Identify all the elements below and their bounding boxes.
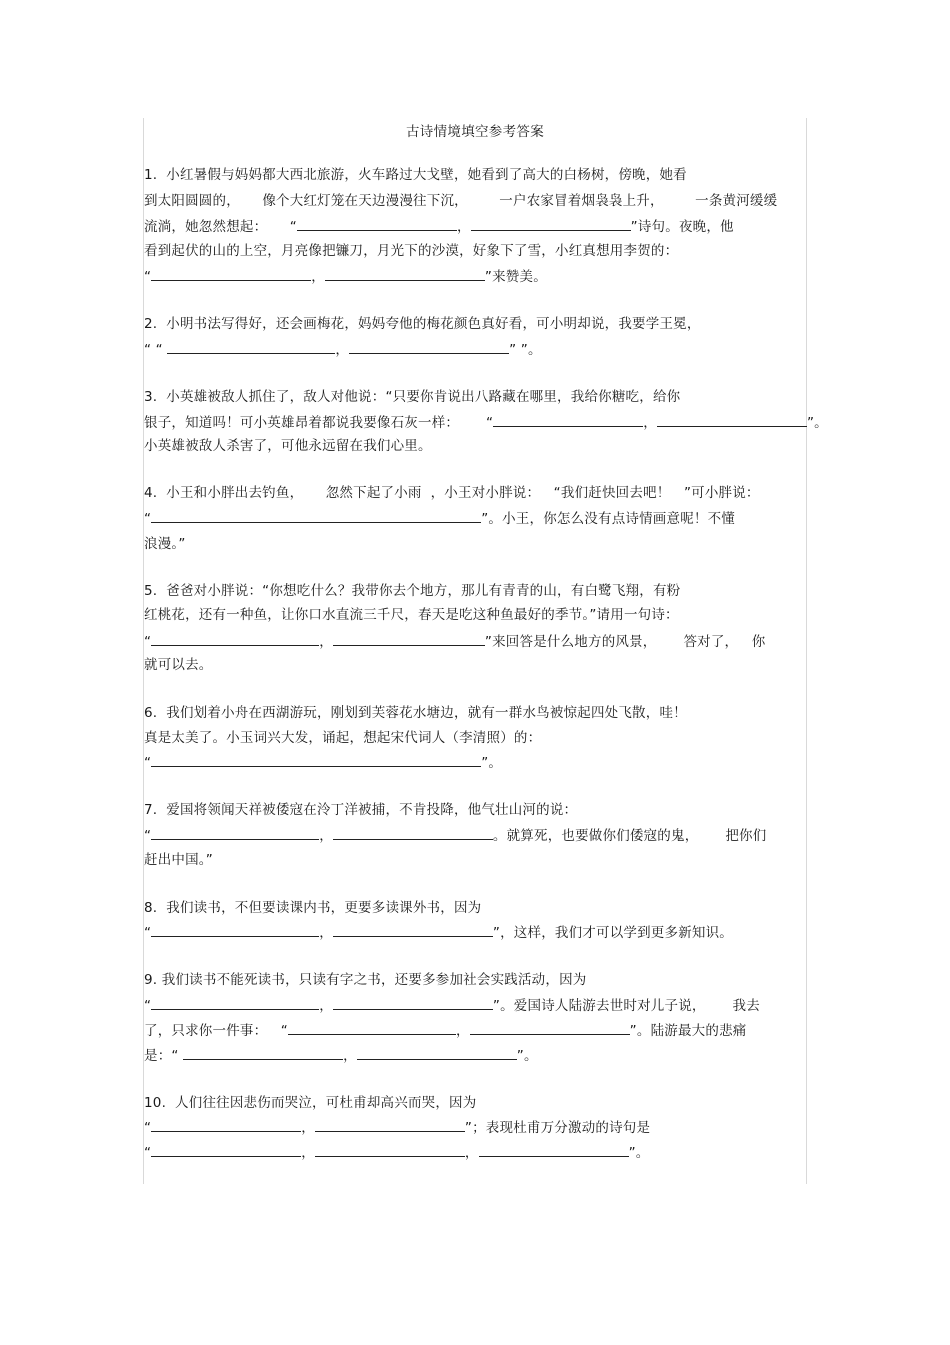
q2-line-1: 2. 小明书法写得好，还会画梅花，妈妈夸他的梅花颜色真好看，可小明却说，我要学王冕， bbox=[144, 316, 701, 332]
q1-line-4: 看到起伏的山的上空，月亮像把镰刀，月光下的沙漠，好象下了雪，小红真想用李贺的： bbox=[144, 243, 679, 259]
answer-blank[interactable] bbox=[333, 826, 493, 840]
q7-line-1: 7. 爱国将领闻天祥被倭寇在泠丁洋被捕，不肯投降，他气壮山河的说： bbox=[144, 802, 578, 818]
answer-blank[interactable] bbox=[315, 1143, 465, 1157]
answer-blank[interactable] bbox=[470, 1021, 630, 1035]
q10-line-1: 10. 人们往往因悲伤而哭泣，可杜甫却高兴而哭，因为 bbox=[144, 1095, 477, 1111]
q1-line-1: 1. 小红暑假与妈妈都大西北旅游，火车路过大戈壁，她看到了高大的白杨树，傍晚，她看 bbox=[144, 167, 687, 183]
page-border-right bbox=[806, 118, 807, 1184]
answer-blank[interactable] bbox=[297, 217, 457, 231]
q6-line-3: “ ”。 bbox=[144, 755, 503, 771]
q7-line-3: 赶出中国。” bbox=[144, 852, 213, 868]
q5-line-1: 5. 爸爸对小胖说：“你想吃什么？我带你去个地方，那儿有青青的山，有白鹭飞翔，有粉 bbox=[144, 583, 681, 599]
answer-blank[interactable] bbox=[151, 826, 319, 840]
answer-blank[interactable] bbox=[325, 267, 485, 281]
q10-line-3: “ ， ， ”。 bbox=[144, 1145, 650, 1161]
q2-line-2: “ “ ， ” ”。 bbox=[144, 342, 542, 358]
q3-line-3: 小英雄被敌人杀害了，可他永远留在我们心里。 bbox=[144, 438, 432, 454]
q4-line-2: “ ”。小王，你怎么没有点诗情画意呢！不懂 bbox=[144, 511, 735, 527]
q6-line-1: 6. 我们划着小舟在西湖游玩，刚划到芙蓉花水塘边，就有一群水鸟被惊起四处飞散，哇！ bbox=[144, 705, 687, 721]
answer-blank[interactable] bbox=[493, 413, 643, 427]
q3-line-1: 3. 小英雄被敌人抓住了，敌人对他说：“只要你肯说出八路藏在哪里，我给你糖吃，给你 bbox=[144, 389, 681, 405]
q8-line-1: 8. 我们读书，不但要读课内书，更要多读课外书，因为 bbox=[144, 900, 482, 916]
q6-line-2: 真是太美了。小玉词兴大发，诵起，想起宋代词人（李清照）的： bbox=[144, 730, 542, 746]
q5-line-2: 红桃花，还有一种鱼，让你口水直流三千尺，春天是吃这种鱼最好的季节。”请用一句诗： bbox=[144, 607, 679, 623]
q1-line-2: 到太阳圆圆的， 像个大红灯笼在天边漫漫往下沉， 一户农家冒着烟袅袅上升， 一条黄河缓缓 bbox=[144, 193, 778, 209]
answer-blank[interactable] bbox=[151, 1118, 301, 1132]
q4-line-3: 浪漫。” bbox=[144, 536, 186, 552]
answer-blank[interactable] bbox=[657, 413, 807, 427]
q1-line-3: 流淌，她忽然想起： “ ， ”诗句。夜晚，他 bbox=[144, 219, 734, 235]
answer-blank[interactable] bbox=[333, 996, 493, 1010]
answer-blank[interactable] bbox=[288, 1021, 456, 1035]
answer-blank[interactable] bbox=[151, 1143, 301, 1157]
answer-blank[interactable] bbox=[315, 1118, 465, 1132]
answer-blank[interactable] bbox=[357, 1046, 517, 1060]
answer-blank[interactable] bbox=[471, 217, 631, 231]
answer-blank[interactable] bbox=[183, 1046, 343, 1060]
answer-blank[interactable] bbox=[151, 753, 481, 767]
answer-blank[interactable] bbox=[151, 996, 319, 1010]
q5-line-4: 就可以去。 bbox=[144, 657, 213, 673]
q5-line-3: “ ， ”来回答是什么地方的风景， 答对了， 你 bbox=[144, 634, 766, 650]
q7-line-2: “ ， 。就算死，也要做你们倭寇的鬼， 把你们 bbox=[144, 828, 767, 844]
answer-blank[interactable] bbox=[333, 632, 485, 646]
answer-blank[interactable] bbox=[479, 1143, 629, 1157]
answer-blank[interactable] bbox=[151, 632, 319, 646]
answer-blank[interactable] bbox=[349, 340, 509, 354]
page-title: 古诗情境填空参考答案 bbox=[406, 124, 544, 140]
q9-line-4: 是：“ ， ”。 bbox=[144, 1048, 538, 1064]
answer-blank[interactable] bbox=[151, 923, 319, 937]
q9-line-1: 9. 我们读书不能死读书，只读有字之书，还要多参加社会实践活动，因为 bbox=[144, 972, 587, 988]
q10-line-2: “ ， ”；表现杜甫万分激动的诗句是 bbox=[144, 1120, 651, 1136]
q8-line-2: “ ， ”，这样，我们才可以学到更多新知识。 bbox=[144, 925, 733, 941]
answer-blank[interactable] bbox=[167, 340, 335, 354]
answer-blank[interactable] bbox=[151, 509, 481, 523]
q3-line-2: 银子，知道吗！可小英雄昂着都说我要像石灰一样： “ ， ”。 bbox=[144, 415, 828, 431]
q1-line-5: “ ， ”来赞美。 bbox=[144, 269, 547, 285]
q9-line-3: 了，只求你一件事： “ ， ”。陆游最大的悲痛 bbox=[144, 1023, 747, 1039]
q9-line-2: “ ， ”。爱国诗人陆游去世时对儿子说， 我去 bbox=[144, 998, 760, 1014]
answer-blank[interactable] bbox=[333, 923, 493, 937]
q4-line-1: 4. 小王和小胖出去钓鱼， 忽然下起了小雨 ，小王对小胖说： “我们赶快回去吧！ ”可小胖说： bbox=[144, 485, 760, 501]
answer-blank[interactable] bbox=[151, 267, 311, 281]
